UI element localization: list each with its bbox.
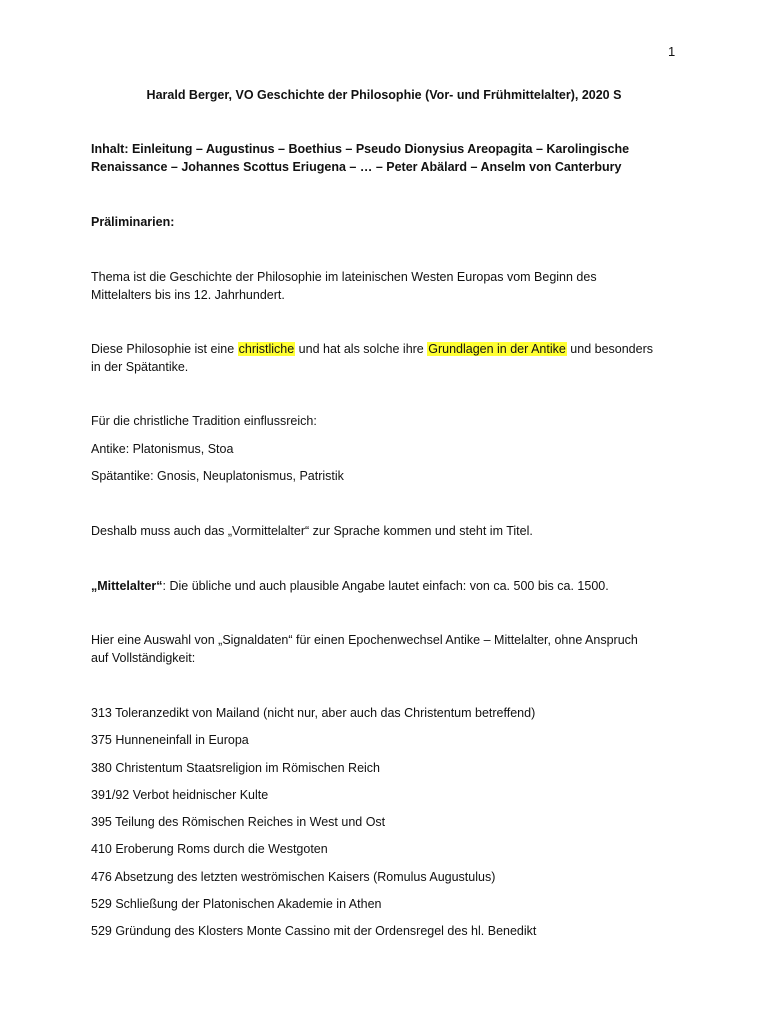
philosophy-paragraph [91, 340, 691, 376]
list-item: 529 Schließung der Platonischen Akademie in Athen [91, 897, 382, 912]
page-number: 1 [668, 44, 676, 59]
dates-list [91, 704, 691, 950]
list-item: 410 Eroberung Roms durch die Westgoten [91, 842, 328, 857]
topic-line-1: Thema ist die Geschichte der Philosophie im lateinischen Westen Europas vom Beginn des [91, 270, 597, 284]
philosophy-line-1 [91, 340, 691, 358]
list-item: 380 Christentum Staatsreligion im Römischen Reich [91, 760, 381, 775]
document-title: Harald Berger, VO Geschichte der Philosophie (Vor- und Frühmittelalter), 2020 S [146, 88, 622, 102]
list-item: 529 Gründung des Klosters Monte Cassino mit der Ordensregel des hl. Benedikt [91, 924, 537, 939]
contents-line-1: Inhalt: Einleitung – Augustinus – Boethius – Pseudo Dionysius Areopagita – Karolingische [91, 142, 630, 156]
list-item: 391/92 Verbot heidnischer Kulte [91, 787, 269, 802]
mittelalter-paragraph [91, 577, 691, 595]
philosophy-line-2: in der Spätantike. [91, 360, 189, 374]
mittelalter-text: : Die übliche und auch plausible Angabe lautet einfach: von ca. 500 bis ca. 1500. [162, 579, 609, 593]
preliminaries-heading: Präliminarien: [91, 215, 175, 229]
highlight-christliche: christliche [238, 342, 295, 356]
mittelalter-label: „Mittelalter“ [91, 579, 163, 593]
contents-paragraph [91, 140, 691, 176]
highlight-grundlagen: Grundlagen in der Antike [428, 342, 566, 356]
philosophy-text-1: Diese Philosophie ist eine [91, 342, 238, 356]
tradition-heading: Für die christliche Tradition einflussreich: [91, 414, 317, 428]
list-item: 375 Hunneneinfall in Europa [91, 733, 249, 748]
philosophy-text-2: und hat als solche ihre [295, 342, 428, 356]
tradition-antike: Antike: Platonismus, Stoa [91, 442, 234, 456]
signals-line-1: Hier eine Auswahl von „Signaldaten“ für einen Epochenwechsel Antike – Mittelalter, ohne Anspruch [91, 633, 638, 647]
list-item: 476 Absetzung des letzten weströmischen Kaisers (Romulus Augustulus) [91, 869, 496, 884]
signals-line-2: auf Vollständigkeit: [91, 651, 196, 665]
topic-paragraph [91, 268, 691, 304]
vormittelalter-paragraph: Deshalb muss auch das „Vormittelalter“ zur Sprache kommen und steht im Titel. [91, 524, 533, 538]
tradition-spaetantike: Spätantike: Gnosis, Neuplatonismus, Patristik [91, 469, 344, 483]
philosophy-text-3: und besonders [566, 342, 654, 356]
contents-line-2: Renaissance – Johannes Scottus Eriugena – … – Peter Abälard – Anselm von Canterbury [91, 160, 622, 174]
signals-paragraph [91, 631, 691, 667]
topic-line-2: Mittelalters bis ins 12. Jahrhundert. [91, 288, 285, 302]
list-item: 395 Teilung des Römischen Reiches in West und Ost [91, 815, 386, 830]
list-item: 313 Toleranzedikt von Mailand (nicht nur, aber auch das Christentum betreffend) [91, 706, 536, 720]
